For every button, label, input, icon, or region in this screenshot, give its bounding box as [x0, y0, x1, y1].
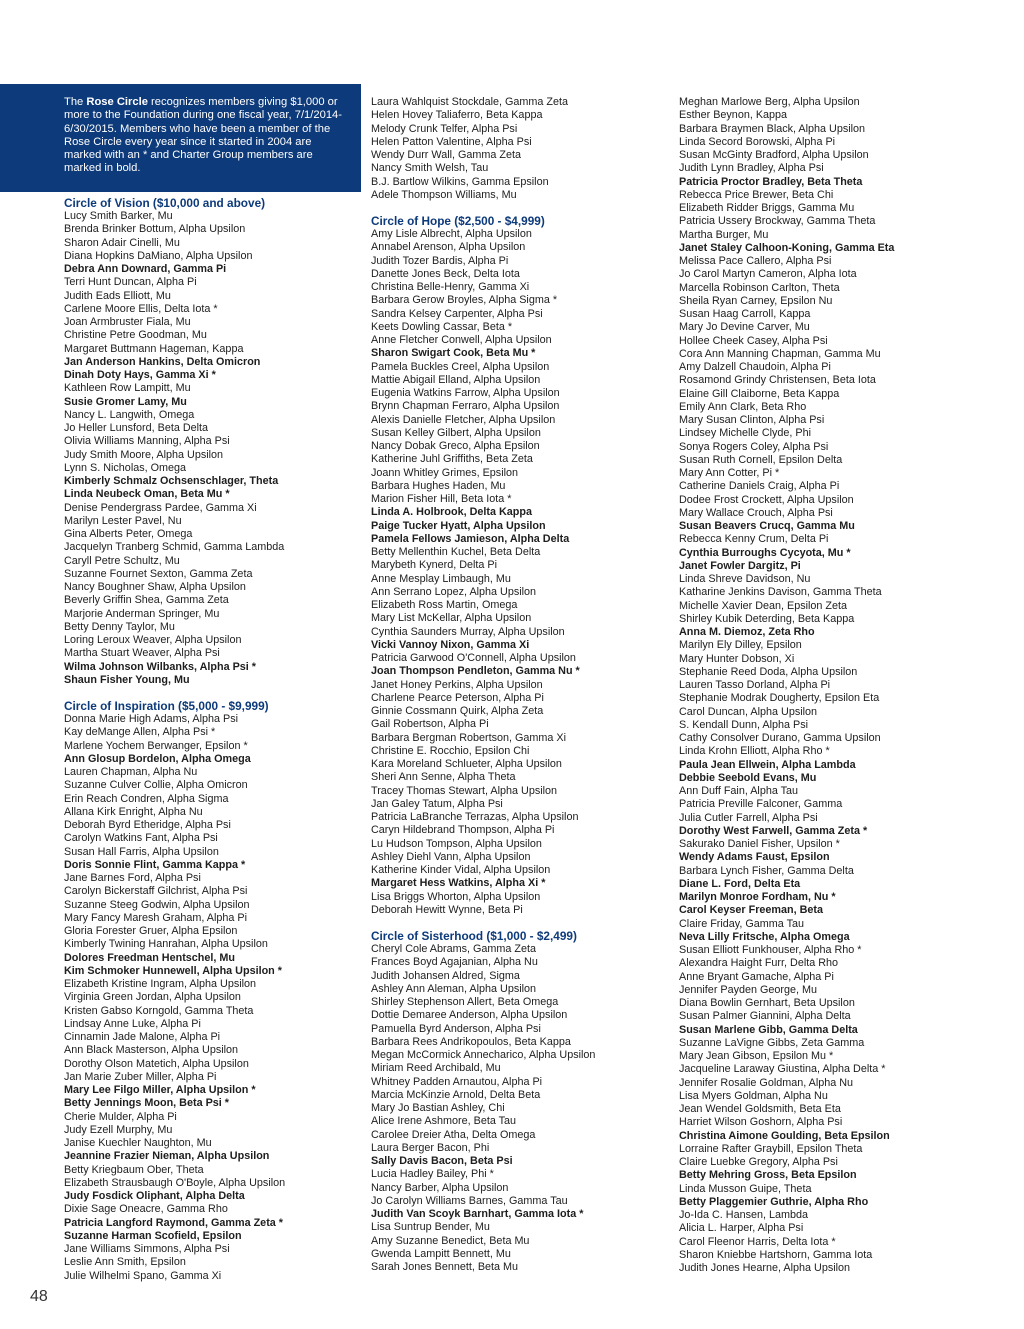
donor-name: Deborah Hewitt Wynne, Beta Pi [371, 903, 523, 916]
donor-name: Diana Hopkins DaMiano, Alpha Upsilon [64, 249, 253, 262]
donor-name: Linda Musson Guipe, Theta [679, 1182, 812, 1195]
donor-name: Alexandra Haight Furr, Delta Rho [679, 957, 839, 970]
donor-name: Erin Reach Condren, Alpha Sigma [64, 792, 229, 805]
donor-name: Lindsay Anne Luke, Alpha Pi [64, 1017, 201, 1030]
donor-name: Stephanie Reed Doda, Alpha Upsilon [679, 665, 858, 678]
donor-name: Christine E. Rocchio, Epsilon Chi [371, 744, 530, 757]
donor-name: Alicia L. Harper, Alpha Psi [679, 1222, 804, 1235]
donor-name: Carolee Dreier Atha, Delta Omega [371, 1128, 536, 1141]
donor-name: Judith Lynn Bradley, Alpha Psi [679, 162, 824, 175]
donor-name: Betty Mellenthin Kuchel, Beta Delta [371, 546, 541, 558]
donor-name: Linda Secord Borowski, Alpha Pi [679, 135, 836, 148]
donor-name: Ashley Diehl Vann, Alpha Upsilon [371, 850, 531, 863]
donor-name: Lucy Smith Barker, Mu [64, 210, 173, 222]
donor-name: Jo Carolyn Williams Barnes, Gamma Tau [371, 1194, 568, 1207]
donor-name: Charlene Pearce Peterson, Alpha Pi [371, 691, 544, 704]
donor-name-charter: Joan Thompson Pendleton, Gamma Nu * [371, 665, 580, 678]
donor-name: Wendy Durr Wall, Gamma Zeta [371, 149, 521, 161]
donor-name: Mary Ann Cotter, Pi * [679, 467, 780, 479]
section-gap [371, 202, 661, 214]
donor-name: Whitney Padden Arnautou, Alpha Pi [371, 1075, 543, 1088]
donor-name: B.J. Bartlow Wilkins, Gamma Epsilon [371, 175, 549, 188]
donor-name: Kara Moreland Schlueter, Alpha Upsilon [371, 758, 562, 770]
donor-name: Patricia LaBranche Terrazas, Alpha Upsilon [371, 811, 579, 823]
donor-name: Carolyn Watkins Fant, Alpha Psi [64, 832, 218, 845]
donor-name: Jo Heller Lunsford, Beta Delta [64, 422, 209, 434]
donor-name: Cynthia Saunders Murray, Alpha Upsilon [371, 625, 565, 638]
donor-name-charter: Margaret Hess Watkins, Alpha Xi * [371, 877, 546, 890]
donor-name: Janet Honey Perkins, Alpha Upsilon [371, 678, 543, 691]
donor-name: Mary Jean Gibson, Epsilon Mu * [679, 1050, 834, 1062]
donor-name: Patricia Ussery Brockway, Gamma Theta [679, 215, 876, 228]
donor-name-charter: Christina Aimone Goulding, Beta Epsilon [679, 1129, 890, 1142]
donor-name: Suzanne Culver Collie, Alpha Omicron [64, 779, 248, 792]
donor-name-charter: Ann Glosup Bordelon, Alpha Omega [64, 752, 251, 765]
donor-name: Susan McGinty Bradford, Alpha Upsilon [679, 149, 869, 161]
donor-name: Cora Ann Manning Chapman, Gamma Mu [679, 347, 881, 360]
donor-name: Brenda Brinker Bottum, Alpha Upsilon [64, 223, 246, 236]
donor-name: Alexis Danielle Fletcher, Alpha Upsilon [371, 413, 556, 426]
donor-name: Shirley Kubik Deterding, Beta Kappa [679, 612, 855, 625]
donor-name-charter: Diane L. Ford, Delta Eta [679, 877, 801, 890]
donor-name: Megan McCormick Annecharico, Alpha Upsilon [371, 1049, 596, 1061]
donor-name-charter: Susan Marlene Gibb, Gamma Delta [679, 1023, 858, 1036]
donor-name: Cherie Mulder, Alpha Pi [64, 1110, 177, 1123]
donor-name: Joan Armbruster Fiala, Mu [64, 316, 191, 328]
donor-name-charter: Neva Lilly Fritsche, Alpha Omega [679, 930, 850, 943]
donor-name: Jane Williams Simmons, Alpha Psi [64, 1243, 230, 1255]
donor-name: Lu Hudson Tompson, Alpha Upsilon [371, 837, 542, 850]
donor-name: Patricia Preville Falconer, Gamma [679, 798, 843, 811]
donor-name: Nancy Barber, Alpha Upsilon [371, 1181, 509, 1194]
donor-name: Sarah Jones Bennett, Beta Mu [371, 1261, 519, 1273]
donor-name: Danette Jones Beck, Delta Iota [371, 267, 520, 280]
donor-name: Suzanne Fournet Sexton, Gamma Zeta [64, 567, 253, 580]
donor-name: Linda Krohn Elliott, Alpha Rho * [679, 745, 830, 758]
donor-name: Emily Ann Clark, Beta Rho [679, 400, 807, 413]
donor-name: Jo Carol Martyn Cameron, Alpha Iota [679, 268, 857, 281]
donor-name: Harriet Wilson Goshorn, Alpha Psi [679, 1116, 843, 1129]
donor-name: Betty Kriegbaum Ober, Theta [64, 1163, 204, 1176]
section-gap [64, 687, 354, 699]
donor-name: Judith Tozer Bardis, Alpha Pi [371, 254, 509, 267]
donor-name: Dorothy Olson Matetich, Alpha Upsilon [64, 1057, 249, 1070]
donor-name: Pamela Buckles Creel, Alpha Upsilon [371, 360, 550, 373]
donor-name: Melody Crunk Telfer, Alpha Psi [371, 122, 518, 135]
donor-name: Barbara Braymen Black, Alpha Upsilon [679, 122, 866, 135]
rose-circle-intro-panel [0, 84, 361, 192]
donor-name: Lorraine Rafter Graybill, Epsilon Theta [679, 1142, 863, 1155]
donor-name: Denise Pendergrass Pardee, Gamma Xi [64, 501, 257, 514]
donor-name: Betty Denny Taylor, Mu [64, 620, 175, 633]
donor-name-charter: Wilma Johnson Wilbanks, Alpha Psi * [64, 660, 256, 673]
donor-name: Carol Fleenor Harris, Delta Iota * [679, 1235, 836, 1248]
donor-name-charter: Judith Van Scoyk Barnhart, Gamma Iota * [371, 1208, 584, 1220]
donor-name: Shirley Stephenson Allert, Beta Omega [371, 996, 559, 1008]
donor-name-charter: Wendy Adams Faust, Epsilon [679, 851, 830, 864]
donor-name: Meghan Marlowe Berg, Alpha Upsilon [679, 96, 860, 108]
donor-name: Judy Smith Moore, Alpha Upsilon [64, 448, 224, 461]
donor-name: Ginnie Cossmann Quirk, Alpha Zeta [371, 705, 544, 717]
donor-name: Nancy Boughner Shaw, Alpha Upsilon [64, 581, 246, 593]
donor-name: Olivia Williams Manning, Alpha Psi [64, 435, 230, 448]
donor-name: Carol Duncan, Alpha Upsilon [679, 705, 818, 718]
section-heading: Circle of Inspiration ($5,000 - $9,999) [64, 699, 269, 713]
donor-name: Susan Palmer Giannini, Alpha Delta [679, 1010, 851, 1023]
donor-name: Ashley Ann Aleman, Alpha Upsilon [371, 982, 537, 995]
donor-name: Caryn Hildebrand Thompson, Alpha Pi [371, 824, 555, 837]
donor-name: Nancy L. Langwith, Omega [64, 408, 195, 421]
donor-name: Dixie Sage Oneacre, Gamma Rho [64, 1203, 228, 1216]
donor-name: Mary Fancy Maresh Graham, Alpha Pi [64, 911, 248, 924]
donor-name: Christine Petre Goodman, Mu [64, 329, 207, 342]
intro-prefix: The [64, 96, 87, 108]
donor-column-1 [64, 196, 354, 1283]
donor-name: Lauren Chapman, Alpha Nu [64, 766, 198, 778]
donor-name-charter: Betty Plaggemier Guthrie, Alpha Rho [679, 1195, 869, 1208]
donor-name: Stephanie Modrak Dougherty, Epsilon Eta [679, 692, 880, 705]
donor-name: Susan Kelley Gilbert, Alpha Upsilon [371, 426, 541, 439]
donor-name: Keets Dowling Cassar, Beta * [371, 320, 513, 333]
donor-name: Susan Hall Farris, Alpha Upsilon [64, 845, 219, 858]
donor-name: Elizabeth Strausbaugh O'Boyle, Alpha Upsilon [64, 1176, 286, 1189]
donor-name: Jan Marie Zuber Miller, Alpha Pi [64, 1070, 217, 1083]
donor-column-2 [371, 96, 661, 1274]
donor-name: Mary List McKellar, Alpha Upsilon [371, 612, 532, 625]
donor-name: Dottie Demaree Anderson, Alpha Upsilon [371, 1009, 568, 1022]
donor-name-charter: Sally Davis Bacon, Beta Psi [371, 1155, 513, 1167]
donor-name: Barbara Rees Andrikopoulos, Beta Kappa [371, 1035, 571, 1048]
donor-name: Carolyn Bickerstaff Gilchrist, Alpha Psi [64, 885, 248, 898]
donor-name: Jennifer Payden George, Mu [679, 983, 818, 996]
donor-name-charter: Kim Schmoker Hunnewell, Alpha Upsilon * [64, 964, 282, 977]
donor-name: Esther Beynon, Kappa [679, 109, 788, 122]
donor-name: Suzanne LaVigne Gibbs, Zeta Gamma [679, 1036, 865, 1049]
donor-name-charter: Janet Staley Calhoon-Koning, Gamma Eta [679, 241, 895, 254]
donor-name: Mary Jo Bastian Ashley, Chi [371, 1102, 505, 1114]
donor-name: Lisa Suntrup Bender, Mu [371, 1221, 490, 1234]
donor-name: Cathy Consolver Durano, Gamma Upsilon [679, 732, 881, 744]
donor-name-charter: Kimberly Schmalz Ochsenschlager, Theta [64, 475, 279, 487]
donor-name: Elizabeth Ross Martin, Omega [371, 599, 518, 611]
donor-name: Judith Jones Hearne, Alpha Upsilon [679, 1262, 851, 1274]
donor-name-charter: Patricia Langford Raymond, Gamma Zeta * [64, 1216, 283, 1229]
intro-rose-circle: Rose Circle [86, 96, 148, 108]
donor-name: Rebecca Kenny Crum, Delta Pi [679, 533, 829, 546]
donor-name: Ann Serrano Lopez, Alpha Upsilon [371, 585, 537, 598]
section-heading: Circle of Hope ($2,500 - $4,999) [371, 214, 545, 228]
donor-name: Carlene Moore Ellis, Delta Iota * [64, 302, 218, 315]
donor-name: Judith Eads Elliott, Mu [64, 289, 171, 302]
donor-name: Adele Thompson Williams, Mu [371, 188, 517, 201]
donor-name: Gina Alberts Peter, Omega [64, 528, 193, 540]
donor-name: Frances Boyd Agajanian, Alpha Nu [371, 956, 538, 969]
donor-name: Hollee Cheek Casey, Alpha Psi [679, 334, 828, 347]
donor-name: Joann Whitley Grimes, Epsilon [371, 466, 519, 479]
donor-name: Jean Wendel Goldsmith, Beta Eta [679, 1103, 841, 1115]
donor-name: Leslie Ann Smith, Epsilon [64, 1256, 186, 1269]
donor-name: Mary Hunter Dobson, Xi [679, 652, 795, 665]
donor-name: Kimberly Twining Hanrahan, Alpha Upsilon [64, 938, 268, 951]
donor-name: Martha Burger, Mu [679, 228, 769, 241]
donor-name: Marilyn Lester Pavel, Nu [64, 514, 182, 527]
donor-name: Virginia Green Jordan, Alpha Upsilon [64, 991, 241, 1004]
donor-name: Diana Bowlin Gernhart, Beta Upsilon [679, 997, 855, 1009]
donor-name: Helen Hovey Taliaferro, Beta Kappa [371, 109, 543, 122]
donor-name: Gwenda Lampitt Bennett, Mu [371, 1247, 511, 1260]
intro-text [64, 96, 346, 176]
donor-name: Jacqueline Laraway Giustina, Alpha Delta * [679, 1063, 886, 1076]
donor-name-charter: Betty Jennings Moon, Beta Psi * [64, 1097, 229, 1110]
donor-name: Margaret Buttmann Hageman, Kappa [64, 342, 244, 355]
donor-name: Michelle Xavier Dean, Epsilon Zeta [679, 599, 848, 612]
donor-name: Martha Stuart Weaver, Alpha Psi [64, 647, 220, 660]
donor-name: Donna Marie High Adams, Alpha Psi [64, 713, 239, 725]
donor-name: Julia Cutler Farrell, Alpha Psi [679, 811, 818, 824]
donor-name: Mary Susan Clinton, Alpha Psi [679, 414, 825, 426]
donor-name: Patricia Garwood O'Connell, Alpha Upsilon [371, 652, 576, 664]
donor-name-charter: Cynthia Burroughs Cycyota, Mu * [679, 546, 851, 559]
donor-name-charter: Linda A. Holbrook, Delta Kappa [371, 506, 532, 519]
donor-name-charter: Paige Tucker Hyatt, Alpha Upsilon [371, 519, 546, 532]
donor-name-charter: Dorothy West Farwell, Gamma Zeta * [679, 824, 868, 837]
section-heading: Circle of Vision ($10,000 and above) [64, 196, 266, 210]
donor-name: Gloria Forester Gruer, Alpha Epsilon [64, 925, 238, 937]
donor-name: Claire Luebke Gregory, Alpha Psi [679, 1156, 838, 1168]
donor-name: Elizabeth Kristine Ingram, Alpha Upsilon [64, 978, 257, 990]
donor-name: Alice Irene Ashmore, Beta Tau [371, 1115, 517, 1128]
donor-name: Miriam Reed Archibald, Mu [371, 1062, 501, 1075]
donor-name-charter: Suzanne Harman Scofield, Epsilon [64, 1229, 242, 1242]
donor-name: Lisa Myers Goldman, Alpha Nu [679, 1089, 828, 1102]
donor-name: Elaine Gill Claiborne, Beta Kappa [679, 387, 840, 400]
donor-name-charter: Carol Keyser Freeman, Beta [679, 904, 824, 917]
donor-name-charter: Marilyn Monroe Fordham, Nu * [679, 891, 836, 903]
donor-name: Amy Lisle Albrecht, Alpha Upsilon [371, 228, 532, 240]
donor-name: Marcia McKinzie Arnold, Delta Beta [371, 1088, 541, 1101]
donor-name: Catherine Daniels Craig, Alpha Pi [679, 480, 840, 493]
donor-name: Amy Suzanne Benedict, Beta Mu [371, 1234, 530, 1247]
donor-name: Allana Kirk Enright, Alpha Nu [64, 805, 203, 818]
donor-name: Linda Shreve Davidson, Nu [679, 573, 811, 585]
donor-name: Sharon Kniebbe Hartshorn, Gamma Iota [679, 1248, 873, 1261]
donor-name-charter: Debra Ann Downard, Gamma Pi [64, 263, 227, 275]
donor-name-charter: Dolores Freedman Hentschel, Mu [64, 951, 235, 964]
donor-name-charter: Jeannine Frazier Nieman, Alpha Upsilon [64, 1150, 270, 1163]
donor-name: Julie Wilhelmi Spano, Gamma Xi [64, 1269, 222, 1282]
section-heading: Circle of Sisterhood ($1,000 - $2,499) [371, 929, 577, 943]
donor-name-charter: Pamela Fellows Jamieson, Alpha Delta [371, 532, 570, 545]
donor-name: Loring Leroux Weaver, Alpha Upsilon [64, 634, 242, 646]
donor-name: Ann Black Masterson, Alpha Upsilon [64, 1044, 239, 1057]
donor-name: Jan Galey Tatum, Alpha Psi [371, 797, 503, 810]
donor-name: Marjorie Anderman Springer, Mu [64, 607, 220, 620]
donor-name: Mary Jo Devine Carver, Mu [679, 321, 810, 334]
donor-name: Amy Dalzell Chaudoin, Alpha Pi [679, 361, 831, 373]
donor-name: Katherine Kinder Vidal, Alpha Upsilon [371, 864, 551, 876]
donor-name: Sandra Kelsey Carpenter, Alpha Psi [371, 307, 543, 320]
donor-name: Laura Berger Bacon, Phi [371, 1141, 490, 1154]
donor-name: Caryll Petre Schultz, Mu [64, 554, 180, 567]
donor-name: Anne Mesplay Limbaugh, Mu [371, 572, 511, 585]
donor-name-charter: Judy Fosdick Oliphant, Alpha Delta [64, 1190, 245, 1202]
donor-name: Tracey Thomas Stewart, Alpha Upsilon [371, 784, 558, 797]
donor-name-charter: Debbie Seebold Evans, Mu [679, 771, 817, 784]
section-gap [371, 917, 661, 929]
donor-name: Annabel Arenson, Alpha Upsilon [371, 241, 526, 254]
donor-name: Christina Belle-Henry, Gamma Xi [371, 281, 530, 293]
donor-name: Judy Ezell Murphy, Mu [64, 1123, 173, 1136]
donor-name: Janise Kuechler Naughton, Mu [64, 1137, 212, 1149]
donor-name: Nancy Dobak Greco, Alpha Epsilon [371, 440, 540, 452]
donor-name: Marcella Robinson Carlton, Theta [679, 281, 840, 294]
donor-name: S. Kendall Dunn, Alpha Psi [679, 718, 809, 731]
donor-name: Katharine Jenkins Davison, Gamma Theta [679, 586, 882, 599]
donor-name: Ann Duff Fain, Alpha Tau [679, 785, 799, 797]
donor-name: Melissa Pace Callero, Alpha Psi [679, 255, 832, 267]
donor-name: Lisa Briggs Whorton, Alpha Upsilon [371, 890, 541, 903]
donor-name: Barbara Bergman Robertson, Gamma Xi [371, 731, 567, 744]
donor-name-charter: Susan Beavers Crucq, Gamma Mu [679, 520, 855, 532]
donor-name: Marion Fisher Hill, Beta Iota * [371, 493, 512, 505]
donor-name: Beverly Griffin Shea, Gamma Zeta [64, 594, 229, 607]
donor-name-charter: Sharon Swigart Cook, Beta Mu * [371, 347, 536, 360]
donor-name: Sakurako Daniel Fisher, Upsilon * [679, 838, 840, 850]
donor-name: Dodee Frost Crockett, Alpha Upsilon [679, 493, 854, 506]
donor-name: Sheri Ann Senne, Alpha Theta [371, 771, 516, 784]
donor-name: Nancy Smith Welsh, Tau [371, 162, 489, 175]
donor-name: Judith Johansen Aldred, Sigma [371, 969, 520, 982]
page-number: 48 [30, 1288, 48, 1305]
donor-name: Lauren Tasso Dorland, Alpha Pi [679, 679, 831, 691]
donor-name-charter: Shaun Fisher Young, Mu [64, 673, 190, 686]
donor-name: Laura Wahlquist Stockdale, Gamma Zeta [371, 96, 569, 108]
donor-name: Barbara Gerow Broyles, Alpha Sigma * [371, 294, 558, 307]
donor-name: Marybeth Kynerd, Delta Pi [371, 559, 498, 572]
donor-name: Jennifer Rosalie Goldman, Alpha Nu [679, 1076, 854, 1089]
donor-name: Elizabeth Ridder Briggs, Gamma Mu [679, 202, 855, 214]
donor-name: Eugenia Watkins Farrow, Alpha Upsilon [371, 387, 560, 399]
donor-name: Cinnamin Jade Malone, Alpha Pi [64, 1031, 221, 1043]
donor-name: Rosamond Grindy Christensen, Beta Iota [679, 374, 876, 387]
donor-name: Pamuella Byrd Anderson, Alpha Psi [371, 1022, 541, 1035]
donor-name-charter: Vicki Vannoy Nixon, Gamma Xi [371, 638, 530, 651]
donor-name: Jacquelyn Tranberg Schmid, Gamma Lambda [64, 541, 285, 554]
donor-name: Deborah Byrd Etheridge, Alpha Psi [64, 819, 231, 831]
donor-name-charter: Paula Jean Ellwein, Alpha Lambda [679, 758, 856, 771]
donor-name: Barbara Lynch Fisher, Gamma Delta [679, 864, 854, 877]
donor-name: Jane Barnes Ford, Alpha Psi [64, 872, 201, 884]
donor-name: Kathleen Row Lampitt, Mu [64, 382, 191, 395]
donor-name: Cheryl Cole Abrams, Gamma Zeta [371, 943, 537, 955]
donor-name: Katherine Juhl Griffiths, Beta Zeta [371, 453, 533, 466]
donor-name: Mattie Abigail Elland, Alpha Upsilon [371, 373, 541, 386]
donor-name: Lindsey Michelle Clyde, Phi [679, 427, 812, 440]
donor-name: Suzanne Steeg Godwin, Alpha Upsilon [64, 898, 250, 911]
donor-name: Sonya Rogers Coley, Alpha Psi [679, 440, 829, 453]
donor-name-charter: Patricia Proctor Bradley, Beta Theta [679, 175, 863, 188]
donor-name: Susan Haag Carroll, Kappa [679, 308, 811, 320]
donor-name: Barbara Hughes Haden, Mu [371, 479, 506, 492]
donor-name: Claire Friday, Gamma Tau [679, 917, 805, 930]
donor-name: Kay deMange Allen, Alpha Psi * [64, 726, 216, 739]
donor-name: Anne Fletcher Conwell, Alpha Upsilon [371, 334, 552, 346]
donor-name: Lucia Hadley Bailey, Phi * [371, 1168, 494, 1181]
donor-name: Terri Hunt Duncan, Alpha Pi [64, 276, 197, 289]
donor-name-charter: Mary Lee Filgo Miller, Alpha Upsilon * [64, 1084, 256, 1096]
donor-name: Marlene Yochem Berwanger, Epsilon * [64, 739, 248, 752]
donor-name: Sharon Adair Cinelli, Mu [64, 236, 180, 249]
donor-name: Helen Patton Valentine, Alpha Psi [371, 135, 532, 148]
donor-name-charter: Janet Fowler Dargitz, Pi [679, 559, 801, 572]
donor-name-charter: Doris Sonnie Flint, Gamma Kappa * [64, 858, 246, 871]
donor-name: Lynn S. Nicholas, Omega [64, 461, 187, 474]
donor-name-charter: Linda Neubeck Oman, Beta Mu * [64, 488, 230, 501]
donor-name: Brynn Chapman Ferraro, Alpha Upsilon [371, 400, 560, 413]
donor-name: Gail Robertson, Alpha Pi [371, 718, 489, 731]
donor-name-charter: Susie Gromer Lamy, Mu [64, 395, 187, 408]
donor-name: Susan Elliott Funkhouser, Alpha Rho * [679, 944, 862, 956]
donor-name: Rebecca Price Brewer, Beta Chi [679, 188, 834, 201]
donor-name: Jo-Ida C. Hansen, Lambda [679, 1209, 809, 1221]
donor-name: Mary Wallace Crouch, Alpha Psi [679, 506, 833, 519]
intro-rest: recognizes members giving $1,000 or more to the Foundation during one fiscal year, 7/1/2014-6/30/2015. Members who have been a member of the Rose Circle every year since it started in 2004 are marked with an * and Charter Group members are marked in bold. [64, 96, 342, 175]
donor-column-3 [679, 96, 969, 1275]
donor-name: Anne Bryant Gamache, Alpha Pi [679, 970, 834, 983]
donor-name-charter: Jan Anderson Hankins, Delta Omicron [64, 355, 261, 368]
donor-name: Sheila Ryan Carney, Epsilon Nu [679, 294, 833, 307]
donor-name-charter: Betty Mehring Gross, Beta Epsilon [679, 1169, 857, 1182]
donor-name: Susan Ruth Cornell, Epsilon Delta [679, 453, 843, 466]
donor-name-charter: Anna M. Diemoz, Zeta Rho [679, 626, 815, 638]
donor-name: Kristen Gabso Korngold, Gamma Theta [64, 1004, 254, 1017]
donor-name-charter: Dinah Doty Hays, Gamma Xi * [64, 369, 216, 381]
donor-name: Marilyn Ely Dilley, Epsilon [679, 639, 802, 652]
